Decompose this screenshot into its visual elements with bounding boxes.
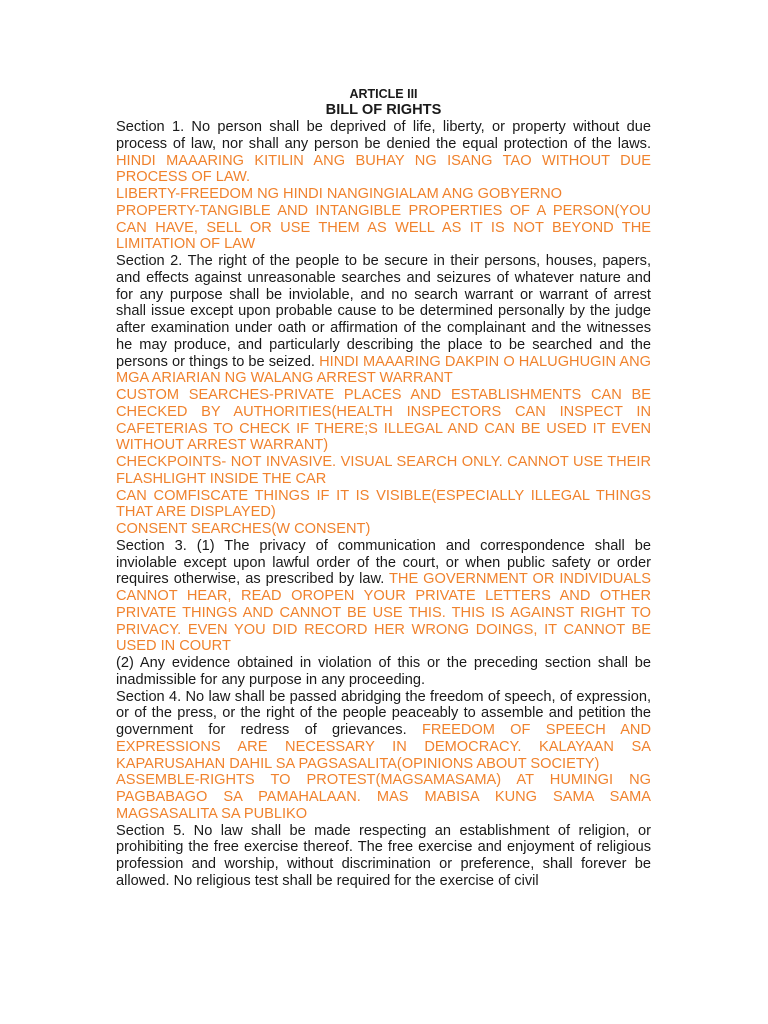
- article-heading: ARTICLE III: [349, 87, 418, 101]
- document-page: [116, 86, 651, 890]
- annotation-note: LIBERTY-FREEDOM NG HINDI NANGINGIALAM ANG GOBYERNO: [116, 186, 562, 202]
- document-body: [116, 119, 651, 890]
- annotation-note: CAN COMFISCATE THINGS IF IT IS VISIBLE(ESPECIALLY ILLEGAL THINGS THAT ARE DISPLAYED): [116, 487, 651, 521]
- paragraph: [116, 521, 651, 538]
- section-text: (2) Any evidence obtained in violation of this or the preceding section shall be inadmissible for any purpose in any proceeding.: [116, 655, 651, 688]
- annotation-note: CHECKPOINTS- NOT INVASIVE. VISUAL SEARCH ONLY. CANNOT USE THEIR FLASHLIGHT INSIDE THE CAR: [116, 454, 651, 487]
- paragraph: [116, 186, 651, 203]
- annotation-note: CONSENT SEARCHES(W CONSENT): [116, 521, 371, 537]
- annotation-note: PROPERTY-TANGIBLE AND INTANGIBLE PROPERTIES OF A PERSON(YOU CAN HAVE, SELL OR USE THEM AS WELL AS IT IS NOT BEYOND THE LIMITATION OF LAW: [116, 202, 651, 253]
- section-text: Section 3. (1) The privacy of communication and correspondence shall be inviolable except upon lawful order of the court, or when public safety or order requires otherwise, as prescribed by law.: [116, 537, 651, 588]
- annotation-note: CUSTOM SEARCHES-PRIVATE PLACES AND ESTABLISHMENTS CAN BE CHECKED BY AUTHORITIES(HEALTH INSPECTORS CAN INSPECT IN CAFETERIAS TO CHECK IF THERE;S ILLEGAL AND CAN BE USED IT EVEN WITHOUT ARREST WARRANT): [116, 387, 651, 454]
- paragraph: [116, 454, 651, 488]
- paragraph: [116, 119, 651, 186]
- section-text: Section 5. No law shall be made respecting an establishment of religion, or prohibiting the free exercise thereof. The free exercise and enjoyment of religious profession and worship, without discrimination or preference, shall forever be allowed. No religious test shall be required for the exercise of civil: [116, 822, 651, 889]
- annotation-note: THE GOVERNMENT OR INDIVIDUALS CANNOT HEAR, READ OROPEN YOUR PRIVATE LETTERS AND OTHER PRIVATE THINGS AND CANNOT BE USE THIS. THIS IS AGAINST RIGHT TO PRIVACY. EVEN YOU DID RECORD HER WRONG DOINGS, IT CANNOT BE USED IN COURT: [116, 571, 651, 655]
- section-text: Section 1. No person shall be deprived of life, liberty, or property without due process of law, nor shall any person be denied the equal protection of the laws.: [116, 119, 651, 152]
- paragraph: [116, 387, 651, 454]
- paragraph: [116, 772, 651, 822]
- paragraph: [116, 203, 651, 253]
- document-title: BILL OF RIGHTS: [325, 102, 442, 118]
- paragraph: [116, 253, 651, 387]
- paragraph: [116, 488, 651, 522]
- paragraph: [116, 538, 651, 655]
- paragraph: [116, 689, 651, 773]
- annotation-note: HINDI MAAARING KITILIN ANG BUHAY NG ISANG TAO WITHOUT DUE PROCESS OF LAW.: [116, 152, 651, 186]
- section-text: Section 2. The right of the people to be secure in their persons, houses, papers, and effects against unreasonable searches and seizures of whatever nature and for any purpose shall be inviolable, and no search warrant or warrant of arrest shall issue except upon probable cause to be determined personally by the judge after examination under oath or affirmation of the complainant and the witnesses he may produce, and particularly describing the place to be searched and the persons or things to be seized.: [116, 253, 651, 370]
- annotation-note: FREEDOM OF SPEECH AND EXPRESSIONS ARE NECESSARY IN DEMOCRACY. KALAYAAN SA KAPARUSAHAN DAHIL SA PAGSASALITA(OPINIONS ABOUT SOCIETY): [116, 722, 652, 772]
- annotation-note: ASSEMBLE-RIGHTS TO PROTEST(MAGSAMASAMA) AT HUMINGI NG PAGBABAGO SA PAMAHALAAN. MAS MABISA KUNG SAMA SAMA MAGSASALITA SA PUBLIKO: [116, 772, 651, 822]
- section-text: Section 4. No law shall be passed abridging the freedom of speech, of expression, or of the press, or the right of the people peaceably to assemble and petition the government for redress of grievances.: [116, 688, 651, 738]
- annotation-note: HINDI MAAARING DAKPIN O HALUGHUGIN ANG MGA ARIARIAN NG WALANG ARREST WARRANT: [116, 353, 651, 387]
- paragraph: [116, 823, 651, 890]
- paragraph: [116, 655, 651, 689]
